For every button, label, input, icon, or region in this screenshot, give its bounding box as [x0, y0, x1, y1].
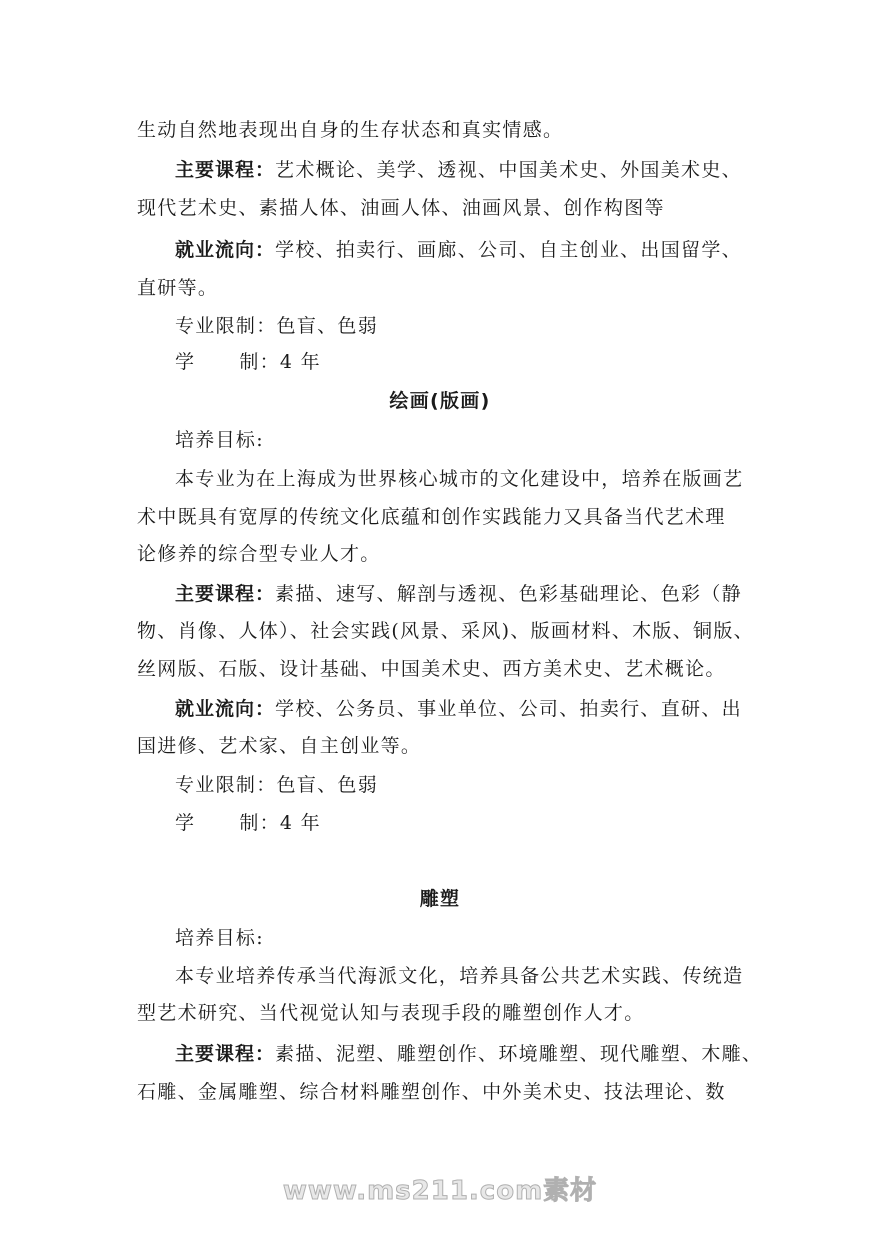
oil-years-line [175, 350, 321, 374]
print-courses-line [175, 582, 742, 606]
sculpture-goal-label: 培养目标: [175, 927, 264, 949]
limit-value: 色盲、色弱 [276, 774, 379, 796]
sculpture-goal-line: 型艺术研究、当代视觉认知与表现手段的雕塑创作人才。 [137, 1002, 645, 1024]
print-goal-label: 培养目标: [175, 429, 264, 451]
jobs-label: 就业流向： [175, 698, 276, 720]
courses-text: 艺术概论、美学、透视、中国美术史、外国美术史、 [275, 159, 742, 181]
print-jobs-line: 国进修、艺术家、自主创业等。 [137, 735, 422, 757]
print-goal-line: 术中既具有宽厚的传统文化底蕴和创作实践能力又具备当代艺术理 [137, 506, 726, 528]
section-title-sculpture: 雕塑 [419, 888, 461, 910]
courses-text: 素描、泥塑、雕塑创作、环境雕塑、现代雕塑、木雕、 [275, 1043, 763, 1065]
print-limit-line [175, 773, 378, 797]
print-years-line [175, 811, 321, 835]
limit-label: 专业限制： [175, 315, 277, 337]
limit-label: 专业限制： [175, 774, 277, 796]
oil-courses-line: 现代艺术史、素描人体、油画人体、油画风景、创作构图等 [137, 197, 665, 219]
sculpture-goal-line: 本专业培养传承当代海派文化，培养具备公共艺术实践、传统造 [175, 965, 744, 987]
print-courses-line: 丝网版、石版、设计基础、中国美术史、西方美术史、艺术概论。 [137, 658, 726, 680]
paragraph-line: 生动自然地表现出自身的生存状态和真实情感。 [137, 119, 564, 141]
print-goal-line: 本专业为在上海成为世界核心城市的文化建设中，培养在版画艺 [175, 468, 744, 490]
courses-label: 主要课程： [175, 1043, 276, 1065]
oil-limit-line [175, 314, 378, 338]
section-title-print: 绘画(版画) [389, 390, 491, 412]
jobs-text: 学校、公务员、事业单位、公司、拍卖行、直研、出 [275, 698, 742, 720]
courses-label: 主要课程： [175, 159, 276, 181]
print-courses-line: 物、肖像、人体）、社会实践(风景、采风)、版画材料、木版、铜版、 [137, 620, 754, 642]
years-label-b: 制： [239, 812, 280, 834]
courses-text: 素描、速写、解剖与透视、色彩基础理论、色彩（静 [275, 583, 742, 605]
years-value: 4 年 [279, 812, 321, 834]
sculpture-courses-line: 石雕、金属雕塑、综合材料雕塑创作、中外美术史、技法理论、数 [137, 1081, 726, 1103]
oil-jobs-line [175, 238, 742, 262]
print-goal-line: 论修养的综合型专业人才。 [137, 543, 381, 565]
jobs-label: 就业流向： [175, 239, 276, 261]
years-label-b: 制： [239, 351, 280, 373]
limit-value: 色盲、色弱 [276, 315, 379, 337]
years-value: 4 年 [279, 351, 321, 373]
years-label-a: 学 [175, 351, 196, 373]
courses-label: 主要课程： [175, 583, 276, 605]
jobs-text: 学校、拍卖行、画廊、公司、自主创业、出国留学、 [275, 239, 742, 261]
years-label-a: 学 [175, 812, 196, 834]
watermark: www.ms211.com素材 [282, 1176, 598, 1206]
oil-courses-line [175, 158, 742, 182]
print-jobs-line [175, 697, 742, 721]
sculpture-courses-line [175, 1042, 762, 1066]
oil-jobs-line: 直研等。 [137, 277, 219, 299]
